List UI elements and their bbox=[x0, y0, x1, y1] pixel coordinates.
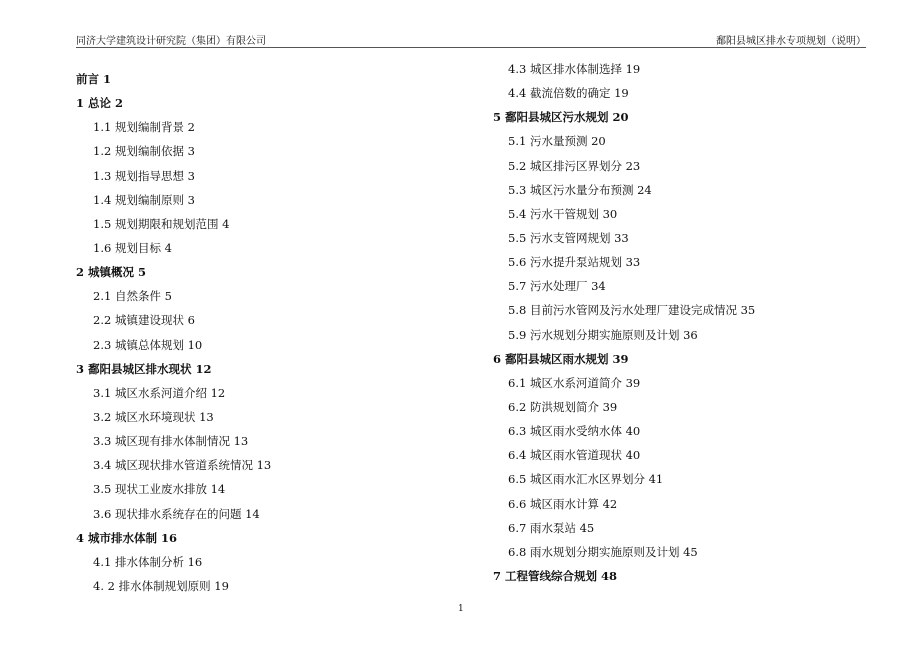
toc-section-entry[interactable]: 6.2 防洪规划简介 39 bbox=[508, 399, 618, 414]
toc-section-entry[interactable]: 4.1 排水体制分析 16 bbox=[93, 554, 203, 569]
toc-section-entry[interactable]: 3.3 城区现有排水体制情况 13 bbox=[93, 434, 249, 449]
toc-chapter-entry[interactable]: 2 城镇概况 5 bbox=[76, 265, 147, 280]
toc-section-entry[interactable]: 3.1 城区水系河道介绍 12 bbox=[93, 385, 226, 400]
toc-right-column bbox=[493, 61, 755, 592]
toc-chapter-entry[interactable]: 6 鄱阳县城区雨水规划 39 bbox=[493, 351, 629, 366]
toc-section-entry[interactable]: 2.2 城镇建设现状 6 bbox=[93, 313, 195, 328]
toc-section-entry[interactable]: 5.3 城区污水量分布预测 24 bbox=[508, 182, 652, 197]
toc-section-entry[interactable]: 6.3 城区雨水受纳水体 40 bbox=[508, 424, 641, 439]
toc-section-entry[interactable]: 3.2 城区水环境现状 13 bbox=[93, 409, 214, 424]
toc-section-entry[interactable]: 5.2 城区排污区界划分 23 bbox=[508, 158, 641, 173]
toc-section-entry[interactable]: 1.2 规划编制依据 3 bbox=[93, 144, 195, 159]
toc-section-entry[interactable]: 4.4 截流倍数的确定 19 bbox=[508, 86, 629, 101]
toc-section-entry[interactable]: 2.1 自然条件 5 bbox=[93, 289, 172, 304]
toc-section-entry[interactable]: 1.6 规划目标 4 bbox=[93, 240, 172, 255]
toc-section-entry[interactable]: 5.6 污水提升泵站规划 33 bbox=[508, 255, 641, 270]
toc-chapter-entry[interactable]: 3 鄱阳县城区排水现状 12 bbox=[76, 361, 212, 376]
toc-section-entry[interactable]: 5.4 污水干管规划 30 bbox=[508, 206, 618, 221]
toc-section-entry[interactable]: 1.1 规划编制背景 2 bbox=[93, 120, 195, 135]
toc-section-entry[interactable]: 1.3 规划指导思想 3 bbox=[93, 168, 195, 183]
toc-section-entry[interactable]: 3.4 城区现状排水管道系统情况 13 bbox=[93, 458, 272, 473]
toc-section-entry[interactable]: 3.5 现状工业废水排放 14 bbox=[93, 482, 226, 497]
toc-chapter-entry[interactable]: 前言 1 bbox=[76, 72, 112, 86]
toc-left-column bbox=[76, 71, 271, 602]
toc-chapter-entry[interactable]: 4 城市排水体制 16 bbox=[76, 530, 178, 545]
toc-section-entry[interactable]: 1.5 规划期限和规划范围 4 bbox=[93, 216, 230, 231]
toc-section-entry[interactable]: 6.1 城区水系河道简介 39 bbox=[508, 375, 641, 390]
toc-section-entry[interactable]: 6.8 雨水规划分期实施原则及计划 45 bbox=[508, 544, 698, 559]
header-rule bbox=[76, 47, 866, 48]
toc-section-entry[interactable]: 4.3 城区排水体制选择 19 bbox=[508, 62, 641, 76]
toc-section-entry[interactable]: 4. 2 排水体制规划原则 19 bbox=[93, 578, 229, 593]
toc-section-entry[interactable]: 2.3 城镇总体规划 10 bbox=[93, 337, 203, 352]
toc-section-entry[interactable]: 6.7 雨水泵站 45 bbox=[508, 520, 595, 535]
toc-section-entry[interactable]: 1.4 规划编制原则 3 bbox=[93, 192, 195, 207]
page-number: 1 bbox=[458, 604, 464, 614]
toc-section-entry[interactable]: 6.4 城区雨水管道现状 40 bbox=[508, 448, 641, 463]
toc-chapter-entry[interactable]: 1 总论 2 bbox=[76, 96, 124, 111]
toc-section-entry[interactable]: 5.8 目前污水管网及污水处理厂建设完成情况 35 bbox=[508, 303, 756, 318]
header-organization: 同济大学建筑设计研究院（集团）有限公司 bbox=[76, 36, 266, 47]
toc-section-entry[interactable]: 5.9 污水规划分期实施原则及计划 36 bbox=[508, 327, 698, 342]
toc-section-entry[interactable]: 5.1 污水量预测 20 bbox=[508, 134, 606, 149]
toc-section-entry[interactable]: 5.7 污水处理厂 34 bbox=[508, 279, 606, 294]
toc-chapter-entry[interactable]: 5 鄱阳县城区污水规划 20 bbox=[493, 110, 629, 125]
toc-section-entry[interactable]: 6.6 城区雨水计算 42 bbox=[508, 496, 618, 511]
toc-section-entry[interactable]: 5.5 污水支管网规划 33 bbox=[508, 230, 629, 245]
header-document-title: 鄱阳县城区排水专项规划（说明） bbox=[716, 36, 866, 47]
toc-section-entry[interactable]: 6.5 城区雨水汇水区界划分 41 bbox=[508, 472, 664, 487]
toc-section-entry[interactable]: 3.6 现状排水系统存在的问题 14 bbox=[93, 506, 260, 521]
toc-chapter-entry[interactable]: 7 工程管线综合规划 48 bbox=[493, 568, 618, 583]
